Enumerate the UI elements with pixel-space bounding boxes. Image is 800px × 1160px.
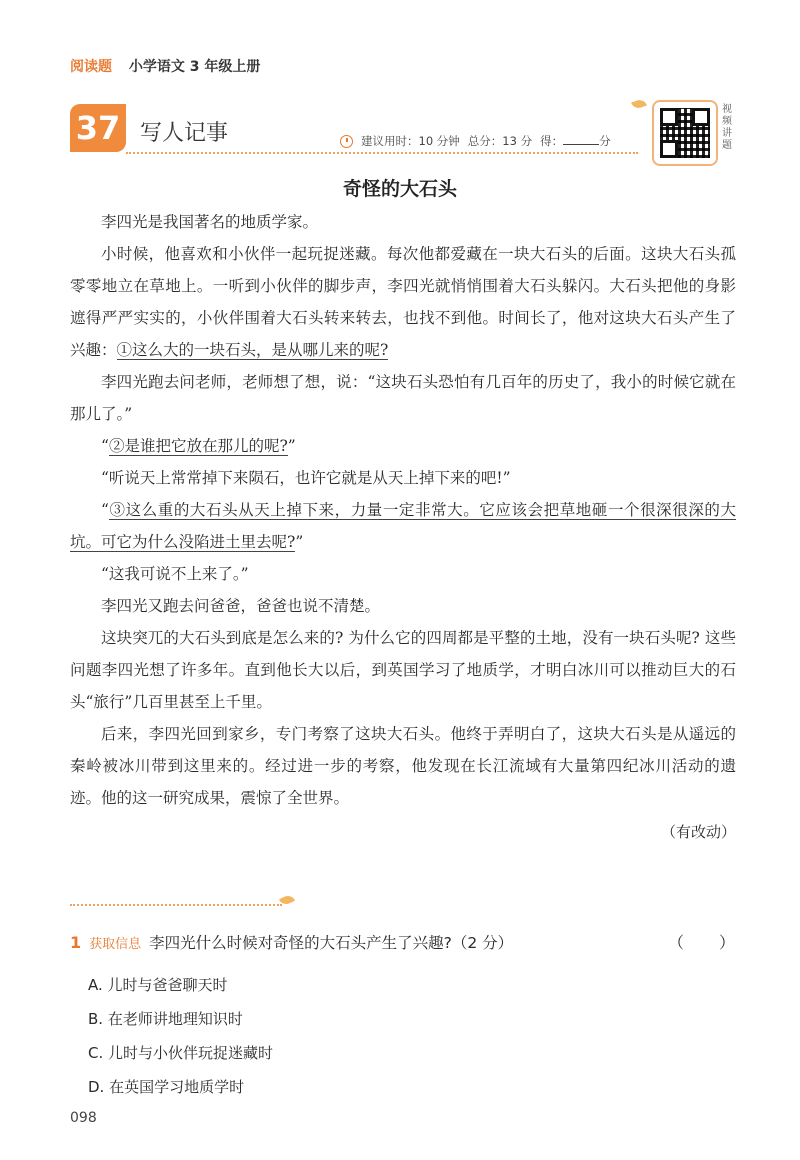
qr-label: 视频讲题 [722, 104, 732, 151]
source-note: （有改动） [660, 823, 736, 841]
question-1 [70, 930, 736, 1104]
story-body [70, 206, 736, 848]
paragraph: “这我可说不上来了。” [101, 565, 249, 583]
book-title: 小学语文 3 年级上册 [128, 59, 261, 75]
unit-title: 写人记事 [140, 121, 229, 146]
paragraph: 李四光又跑去问爸爸，爸爸也说不清楚。 [101, 597, 381, 615]
paragraph: 李四光是我国著名的地质学家。 [101, 213, 319, 231]
option-c[interactable]: C. 儿时与小伙伴玩捉迷藏时 [88, 1044, 274, 1062]
answer-blank[interactable]: （ ） [667, 933, 736, 952]
option-b[interactable]: B. 在老师讲地理知识时 [88, 1010, 243, 1028]
answer-options [70, 968, 736, 1104]
qr-code[interactable] [652, 100, 718, 166]
paragraph: “听说天上常常掉下来陨石，也许它就是从天上掉下来的吧!” [101, 469, 511, 487]
section-tag: 阅读题 [70, 59, 112, 75]
underlined-sentence-3: ③这么重的大石头从天上掉下来，力量一定非常大。它应该会把草地砸一个很深很深的大坑。可它为什么没陷进土里去呢? [70, 501, 736, 551]
suggested-time: 建议用时：10 分钟 [361, 134, 460, 148]
exercise-meta [340, 133, 611, 149]
page-number: 098 [70, 1110, 97, 1126]
score-blank [563, 134, 599, 145]
question-text: 李四光什么时候对奇怪的大石头产生了兴趣?（2 分） [149, 934, 514, 952]
unit-number-badge: 37 [70, 104, 126, 152]
paragraph: 后来，李四光回到家乡，专门考察了这块大石头。他终于弄明白了，这块大石头是从遥远的秦岭被冰川带到这里来的。经过进一步的考察，他发现在长江流域有大量第四纪冰川活动的遗迹。他的这一研究成果，震惊了全世界。 [70, 725, 736, 807]
qr-code-icon [660, 108, 710, 158]
page-header [70, 56, 260, 76]
underlined-sentence-1: ①这么大的一块石头，是从哪儿来的呢? [116, 341, 389, 359]
section-divider [70, 904, 282, 906]
paragraph: 这块突兀的大石头到底是怎么来的? 为什么它的四周都是平整的土地，没有一块石头呢? 这些问题李四光想了许多年。直到他长大以后，到英国学习了地质学，才明白冰川可以推动巨大的石头“旅行”几百里甚至上千里。 [70, 629, 736, 711]
score-unit: 分 [599, 134, 611, 148]
paragraph: 小时候，他喜欢和小伙伴一起玩捉迷藏。每次他都爱藏在一块大石头的后面。这块大石头孤零零地立在草地上。一听到小伙伴的脚步声，李四光就悄悄围着大石头躲闪。大石头把他的身影遮得严严实实的，小伙伴围着大石头转来转去，也找不到他。时间长了，他对这块大石头产生了兴趣：①这么大的一块石头，是从哪儿来的呢? [70, 245, 736, 359]
paragraph: “③这么重的大石头从天上掉下来，力量一定非常大。它应该会把草地砸一个很深很深的大坑。可它为什么没陷进土里去呢?” [70, 501, 736, 551]
question-category: 获取信息 [89, 937, 142, 952]
option-a[interactable]: A. 儿时与爸爸聊天时 [88, 976, 228, 994]
story-title: 奇怪的大石头 [342, 178, 457, 200]
underlined-sentence-2: ②是谁把它放在那儿的呢? [108, 437, 288, 455]
paragraph: 李四光跑去问老师，老师想了想，说：“这块石头恐怕有几百年的历史了，我小的时候它就在那儿了。” [70, 373, 736, 423]
score-label: 得： [540, 134, 564, 148]
leaf-icon [631, 98, 647, 110]
question-number: 1 [70, 933, 82, 952]
clock-icon [340, 135, 353, 148]
option-d[interactable]: D. 在英国学习地质学时 [88, 1078, 245, 1096]
title-underline [126, 152, 638, 154]
paragraph: “②是谁把它放在那儿的呢?” [101, 437, 296, 455]
total-score: 总分：13 分 [467, 134, 533, 148]
